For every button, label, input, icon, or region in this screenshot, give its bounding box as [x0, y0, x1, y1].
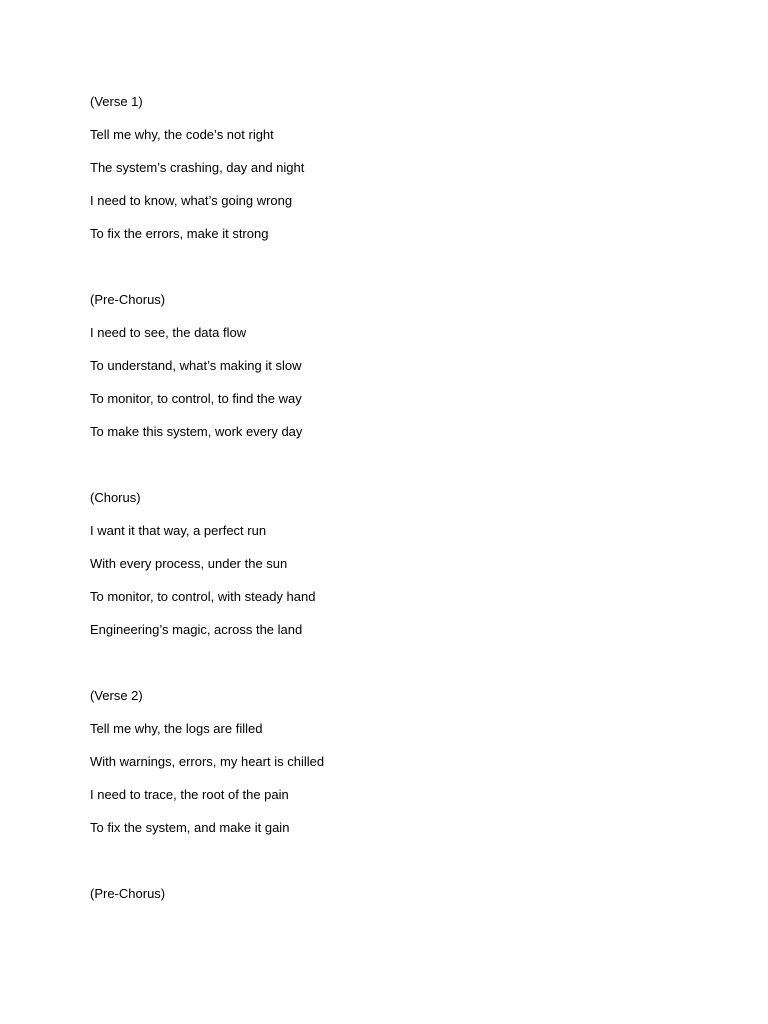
lyric-line: To monitor, to control, to find the way [90, 391, 302, 406]
lyric-line: I need to see, the data flow [90, 325, 247, 340]
stanza-spacer [90, 456, 690, 489]
stanza-verse-1 [90, 93, 690, 258]
stanza-label: (Pre-Chorus) [90, 292, 166, 307]
lyric-line: To make this system, work every day [90, 424, 303, 439]
stanza-label: (Pre-Chorus) [90, 886, 166, 901]
stanza-pre-chorus-1 [90, 291, 690, 456]
stanza-chorus [90, 489, 690, 654]
stanza-verse-2 [90, 687, 690, 852]
lyrics-body [90, 93, 690, 918]
lyric-line: I need to trace, the root of the pain [90, 787, 289, 802]
stanza-spacer [90, 258, 690, 291]
lyric-line: With every process, under the sun [90, 556, 288, 571]
stanza-label: (Chorus) [90, 490, 141, 505]
stanza-spacer [90, 654, 690, 687]
lyric-line: I need to know, what’s going wrong [90, 193, 293, 208]
lyric-line: The system’s crashing, day and night [90, 160, 305, 175]
lyric-line: With warnings, errors, my heart is chilled [90, 754, 325, 769]
lyric-line: Engineering’s magic, across the land [90, 622, 303, 637]
stanza-spacer [90, 852, 690, 885]
lyric-line: To fix the system, and make it gain [90, 820, 290, 835]
lyric-line: Tell me why, the logs are filled [90, 721, 263, 736]
lyric-line: To fix the errors, make it strong [90, 226, 269, 241]
lyric-line: To understand, what’s making it slow [90, 358, 302, 373]
lyric-line: To monitor, to control, with steady hand [90, 589, 316, 604]
lyric-line: Tell me why, the code’s not right [90, 127, 274, 142]
stanza-label: (Verse 2) [90, 688, 143, 703]
lyric-line: I want it that way, a perfect run [90, 523, 267, 538]
stanza-pre-chorus-2 [90, 885, 690, 918]
stanza-label: (Verse 1) [90, 94, 143, 109]
